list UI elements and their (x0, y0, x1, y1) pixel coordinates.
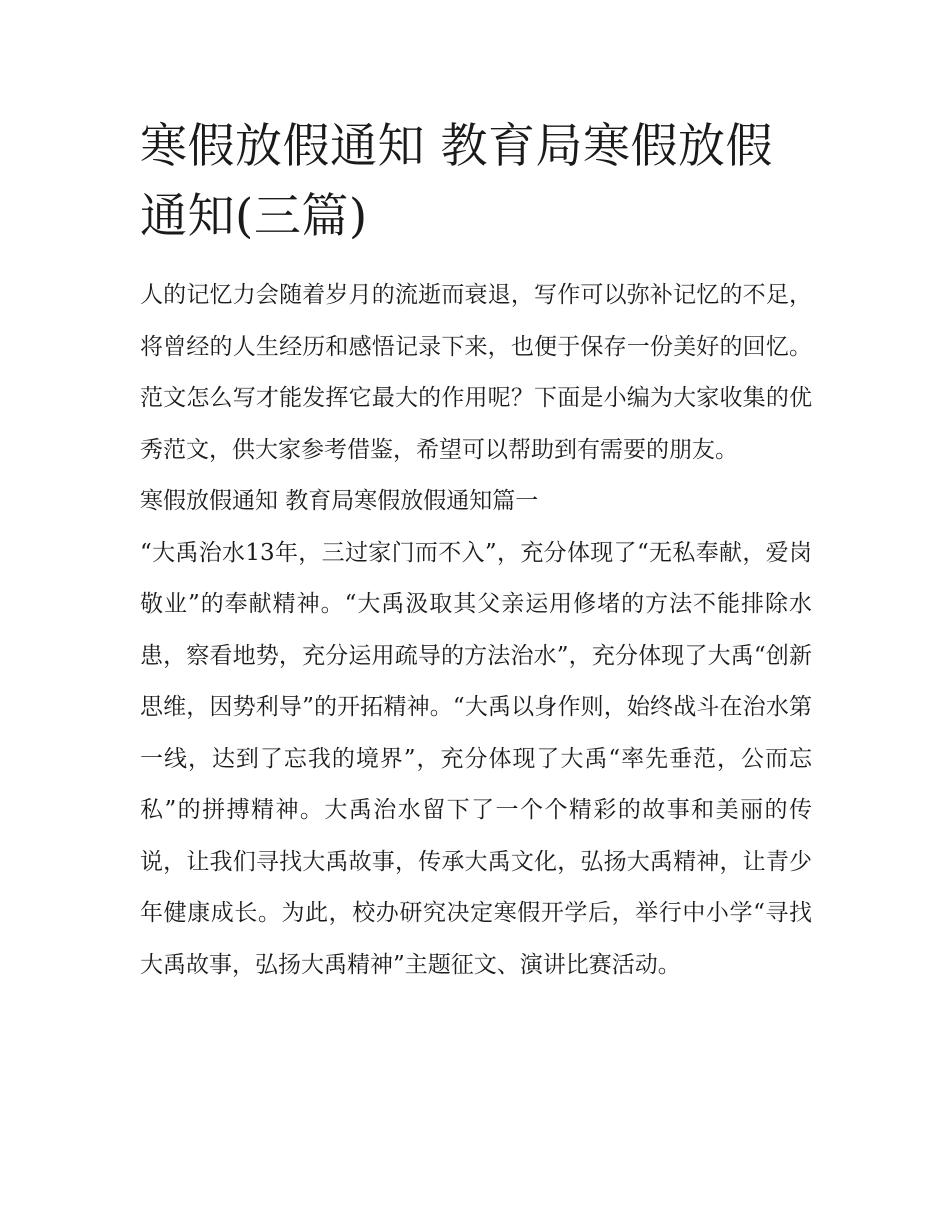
document-page (140, 112, 812, 991)
intro-paragraph: 人的记忆力会随着岁月的流逝而衰退，写作可以弥补记忆的不足，将曾经的人生经历和感悟记录下来，也便于保存一份美好的回忆。范文怎么写才能发挥它最大的作用呢？下面是小编为大家收集的优秀范文，供大家参考借鉴，希望可以帮助到有需要的朋友。 (140, 282, 812, 463)
document-title: 寒假放假通知 教育局寒假放假通知(三篇) (140, 119, 773, 244)
section-heading: 寒假放假通知 教育局寒假放假通知篇一 (140, 488, 539, 514)
body-paragraph: “大禹治水13年，三过家门而不入”，充分体现了“无私奉献，爱岗敬业”的奉献精神。“大禹汲取其父亲运用修堵的方法不能排除水患，察看地势，充分运用疏导的方法治水”，充分体现了大禹“创新思维，因势利导”的开拓精神。“大禹以身作则，始终战斗在治水第一线，达到了忘我的境界”，充分体现了大禹“率先垂范，公而忘私”的拼搏精神。大禹治水留下了一个个精彩的故事和美丽的传说，让我们寻找大禹故事，传承大禹文化，弘扬大禹精神，让青少年健康成长。为此，校办研究决定寒假开学后，举行中小学“寻找大禹故事，弘扬大禹精神”主题征文、演讲比赛活动。 (140, 539, 812, 978)
